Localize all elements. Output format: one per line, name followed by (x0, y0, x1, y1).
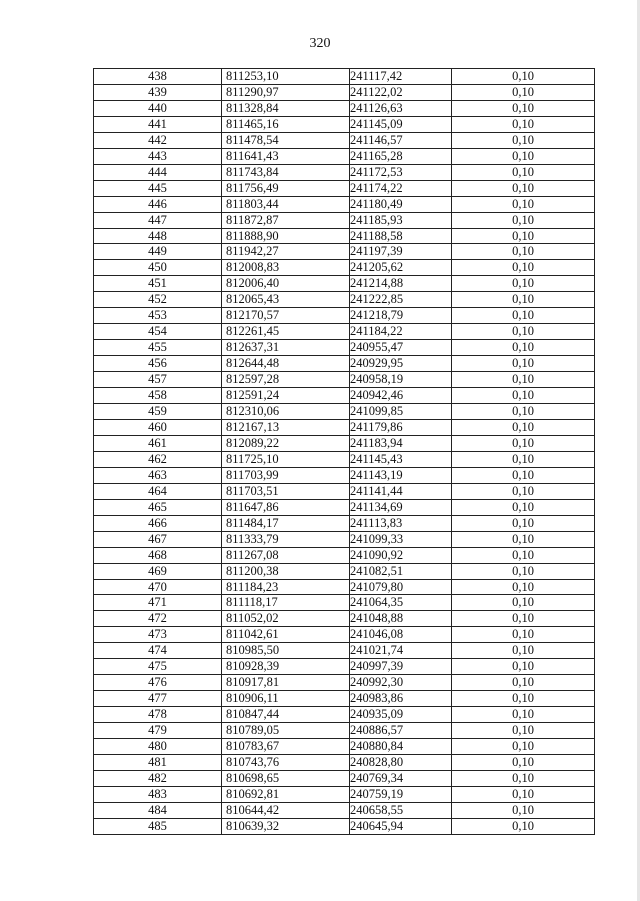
accuracy-cell: 0,10 (452, 292, 595, 308)
table-row (94, 707, 595, 723)
x-coordinate-cell: 812008,83 (222, 260, 350, 276)
x-coordinate-cell: 811042,61 (222, 627, 350, 643)
y-coordinate-cell: 241218,79 (350, 308, 452, 324)
accuracy-cell: 0,10 (452, 723, 595, 739)
point-number-cell: 473 (94, 627, 222, 643)
table-row (94, 356, 595, 372)
x-coordinate-cell: 812006,40 (222, 276, 350, 292)
accuracy-cell: 0,10 (452, 739, 595, 755)
accuracy-cell: 0,10 (452, 324, 595, 340)
table-row (94, 404, 595, 420)
x-coordinate-cell: 811484,17 (222, 515, 350, 531)
y-coordinate-cell: 241172,53 (350, 164, 452, 180)
accuracy-cell: 0,10 (452, 100, 595, 116)
table-row (94, 515, 595, 531)
point-number-cell: 459 (94, 404, 222, 420)
accuracy-cell: 0,10 (452, 435, 595, 451)
table-row (94, 116, 595, 132)
point-number-cell: 456 (94, 356, 222, 372)
x-coordinate-cell: 811052,02 (222, 611, 350, 627)
table-row (94, 675, 595, 691)
accuracy-cell: 0,10 (452, 308, 595, 324)
point-number-cell: 460 (94, 419, 222, 435)
point-number-cell: 484 (94, 802, 222, 818)
accuracy-cell: 0,10 (452, 451, 595, 467)
accuracy-cell: 0,10 (452, 483, 595, 499)
y-coordinate-cell: 241197,39 (350, 244, 452, 260)
table-row (94, 100, 595, 116)
point-number-cell: 451 (94, 276, 222, 292)
point-number-cell: 447 (94, 212, 222, 228)
table-row (94, 69, 595, 85)
accuracy-cell: 0,10 (452, 563, 595, 579)
accuracy-cell: 0,10 (452, 691, 595, 707)
table-row (94, 228, 595, 244)
table-row (94, 754, 595, 770)
table-row (94, 244, 595, 260)
y-coordinate-cell: 240958,19 (350, 372, 452, 388)
table-row (94, 483, 595, 499)
point-number-cell: 462 (94, 451, 222, 467)
table-row (94, 308, 595, 324)
accuracy-cell: 0,10 (452, 611, 595, 627)
x-coordinate-cell: 811478,54 (222, 132, 350, 148)
point-number-cell: 469 (94, 563, 222, 579)
x-coordinate-cell: 810698,65 (222, 770, 350, 786)
point-number-cell: 470 (94, 579, 222, 595)
point-number-cell: 441 (94, 116, 222, 132)
point-number-cell: 467 (94, 531, 222, 547)
y-coordinate-cell: 240955,47 (350, 340, 452, 356)
x-coordinate-cell: 810639,32 (222, 818, 350, 834)
y-coordinate-cell: 241113,83 (350, 515, 452, 531)
x-coordinate-cell: 810906,11 (222, 691, 350, 707)
accuracy-cell: 0,10 (452, 404, 595, 420)
point-number-cell: 449 (94, 244, 222, 260)
x-coordinate-cell: 811743,84 (222, 164, 350, 180)
point-number-cell: 440 (94, 100, 222, 116)
y-coordinate-cell: 240759,19 (350, 786, 452, 802)
y-coordinate-cell: 241126,63 (350, 100, 452, 116)
point-number-cell: 445 (94, 180, 222, 196)
accuracy-cell: 0,10 (452, 770, 595, 786)
y-coordinate-cell: 240658,55 (350, 802, 452, 818)
x-coordinate-cell: 811647,86 (222, 499, 350, 515)
x-coordinate-cell: 812644,48 (222, 356, 350, 372)
y-coordinate-cell: 240886,57 (350, 723, 452, 739)
x-coordinate-cell: 811725,10 (222, 451, 350, 467)
y-coordinate-cell: 241205,62 (350, 260, 452, 276)
table-row (94, 260, 595, 276)
point-number-cell: 461 (94, 435, 222, 451)
point-number-cell: 443 (94, 148, 222, 164)
point-number-cell: 479 (94, 723, 222, 739)
y-coordinate-cell: 241145,43 (350, 451, 452, 467)
y-coordinate-cell: 241214,88 (350, 276, 452, 292)
point-number-cell: 471 (94, 595, 222, 611)
accuracy-cell: 0,10 (452, 754, 595, 770)
y-coordinate-cell: 241122,02 (350, 84, 452, 100)
table-row (94, 659, 595, 675)
x-coordinate-cell: 810917,81 (222, 675, 350, 691)
y-coordinate-cell: 241079,80 (350, 579, 452, 595)
table-row (94, 276, 595, 292)
table-row (94, 723, 595, 739)
accuracy-cell: 0,10 (452, 419, 595, 435)
accuracy-cell: 0,10 (452, 707, 595, 723)
table-row (94, 451, 595, 467)
accuracy-cell: 0,10 (452, 675, 595, 691)
y-coordinate-cell: 241046,08 (350, 627, 452, 643)
x-coordinate-cell: 811872,87 (222, 212, 350, 228)
point-number-cell: 476 (94, 675, 222, 691)
x-coordinate-cell: 810928,39 (222, 659, 350, 675)
table-row (94, 292, 595, 308)
accuracy-cell: 0,10 (452, 547, 595, 563)
accuracy-cell: 0,10 (452, 340, 595, 356)
y-coordinate-cell: 240929,95 (350, 356, 452, 372)
table-row (94, 595, 595, 611)
x-coordinate-cell: 810985,50 (222, 643, 350, 659)
accuracy-cell: 0,10 (452, 659, 595, 675)
accuracy-cell: 0,10 (452, 116, 595, 132)
y-coordinate-cell: 241082,51 (350, 563, 452, 579)
point-number-cell: 483 (94, 786, 222, 802)
x-coordinate-cell: 812637,31 (222, 340, 350, 356)
x-coordinate-cell: 812089,22 (222, 435, 350, 451)
table-row (94, 563, 595, 579)
y-coordinate-cell: 241117,42 (350, 69, 452, 85)
point-number-cell: 446 (94, 196, 222, 212)
y-coordinate-cell: 241048,88 (350, 611, 452, 627)
y-coordinate-cell: 241183,94 (350, 435, 452, 451)
accuracy-cell: 0,10 (452, 228, 595, 244)
point-number-cell: 478 (94, 707, 222, 723)
point-number-cell: 448 (94, 228, 222, 244)
accuracy-cell: 0,10 (452, 643, 595, 659)
point-number-cell: 463 (94, 467, 222, 483)
table-row (94, 435, 595, 451)
x-coordinate-cell: 811200,38 (222, 563, 350, 579)
x-coordinate-cell: 811253,10 (222, 69, 350, 85)
x-coordinate-cell: 811184,23 (222, 579, 350, 595)
table-row (94, 770, 595, 786)
table-row (94, 84, 595, 100)
y-coordinate-cell: 241099,85 (350, 404, 452, 420)
y-coordinate-cell: 241099,33 (350, 531, 452, 547)
y-coordinate-cell: 240942,46 (350, 388, 452, 404)
y-coordinate-cell: 241188,58 (350, 228, 452, 244)
table-row (94, 340, 595, 356)
x-coordinate-cell: 812591,24 (222, 388, 350, 404)
accuracy-cell: 0,10 (452, 786, 595, 802)
x-coordinate-cell: 812310,06 (222, 404, 350, 420)
point-number-cell: 454 (94, 324, 222, 340)
accuracy-cell: 0,10 (452, 69, 595, 85)
table-row (94, 739, 595, 755)
table-row (94, 164, 595, 180)
y-coordinate-cell: 241146,57 (350, 132, 452, 148)
accuracy-cell: 0,10 (452, 467, 595, 483)
table-row (94, 372, 595, 388)
table-row (94, 802, 595, 818)
point-number-cell: 477 (94, 691, 222, 707)
x-coordinate-cell: 811888,90 (222, 228, 350, 244)
point-number-cell: 439 (94, 84, 222, 100)
y-coordinate-cell: 241174,22 (350, 180, 452, 196)
x-coordinate-cell: 811703,99 (222, 467, 350, 483)
y-coordinate-cell: 241180,49 (350, 196, 452, 212)
x-coordinate-cell: 812170,57 (222, 308, 350, 324)
y-coordinate-cell: 241222,85 (350, 292, 452, 308)
table-body (94, 69, 595, 835)
accuracy-cell: 0,10 (452, 818, 595, 834)
accuracy-cell: 0,10 (452, 260, 595, 276)
x-coordinate-cell: 810847,44 (222, 707, 350, 723)
y-coordinate-cell: 241021,74 (350, 643, 452, 659)
table-row (94, 212, 595, 228)
table-row (94, 531, 595, 547)
x-coordinate-cell: 810743,76 (222, 754, 350, 770)
x-coordinate-cell: 811267,08 (222, 547, 350, 563)
point-number-cell: 455 (94, 340, 222, 356)
coordinates-table (93, 68, 595, 835)
x-coordinate-cell: 812261,45 (222, 324, 350, 340)
y-coordinate-cell: 240828,80 (350, 754, 452, 770)
accuracy-cell: 0,10 (452, 180, 595, 196)
table-row (94, 196, 595, 212)
table-row (94, 419, 595, 435)
x-coordinate-cell: 812065,43 (222, 292, 350, 308)
y-coordinate-cell: 240997,39 (350, 659, 452, 675)
point-number-cell: 466 (94, 515, 222, 531)
accuracy-cell: 0,10 (452, 388, 595, 404)
point-number-cell: 485 (94, 818, 222, 834)
y-coordinate-cell: 241184,22 (350, 324, 452, 340)
x-coordinate-cell: 810692,81 (222, 786, 350, 802)
x-coordinate-cell: 811465,16 (222, 116, 350, 132)
x-coordinate-cell: 812597,28 (222, 372, 350, 388)
point-number-cell: 442 (94, 132, 222, 148)
accuracy-cell: 0,10 (452, 276, 595, 292)
table-row (94, 324, 595, 340)
accuracy-cell: 0,10 (452, 164, 595, 180)
accuracy-cell: 0,10 (452, 531, 595, 547)
x-coordinate-cell: 810644,42 (222, 802, 350, 818)
point-number-cell: 452 (94, 292, 222, 308)
point-number-cell: 480 (94, 739, 222, 755)
table-row (94, 643, 595, 659)
page-number: 320 (309, 36, 331, 51)
accuracy-cell: 0,10 (452, 802, 595, 818)
point-number-cell: 438 (94, 69, 222, 85)
accuracy-cell: 0,10 (452, 244, 595, 260)
accuracy-cell: 0,10 (452, 196, 595, 212)
table-row (94, 786, 595, 802)
point-number-cell: 444 (94, 164, 222, 180)
y-coordinate-cell: 241145,09 (350, 116, 452, 132)
table-row (94, 611, 595, 627)
table-row (94, 132, 595, 148)
y-coordinate-cell: 240880,84 (350, 739, 452, 755)
point-number-cell: 475 (94, 659, 222, 675)
x-coordinate-cell: 811118,17 (222, 595, 350, 611)
point-number-cell: 458 (94, 388, 222, 404)
point-number-cell: 482 (94, 770, 222, 786)
point-number-cell: 468 (94, 547, 222, 563)
x-coordinate-cell: 812167,13 (222, 419, 350, 435)
table-row (94, 180, 595, 196)
x-coordinate-cell: 811641,43 (222, 148, 350, 164)
accuracy-cell: 0,10 (452, 372, 595, 388)
x-coordinate-cell: 811803,44 (222, 196, 350, 212)
accuracy-cell: 0,10 (452, 579, 595, 595)
table-row (94, 691, 595, 707)
accuracy-cell: 0,10 (452, 499, 595, 515)
accuracy-cell: 0,10 (452, 595, 595, 611)
point-number-cell: 474 (94, 643, 222, 659)
x-coordinate-cell: 811333,79 (222, 531, 350, 547)
y-coordinate-cell: 241143,19 (350, 467, 452, 483)
accuracy-cell: 0,10 (452, 84, 595, 100)
point-number-cell: 464 (94, 483, 222, 499)
table-row (94, 467, 595, 483)
accuracy-cell: 0,10 (452, 148, 595, 164)
y-coordinate-cell: 241185,93 (350, 212, 452, 228)
point-number-cell: 472 (94, 611, 222, 627)
point-number-cell: 450 (94, 260, 222, 276)
y-coordinate-cell: 240935,09 (350, 707, 452, 723)
point-number-cell: 481 (94, 754, 222, 770)
point-number-cell: 465 (94, 499, 222, 515)
accuracy-cell: 0,10 (452, 132, 595, 148)
y-coordinate-cell: 241064,35 (350, 595, 452, 611)
x-coordinate-cell: 811942,27 (222, 244, 350, 260)
accuracy-cell: 0,10 (452, 212, 595, 228)
table-row (94, 818, 595, 834)
y-coordinate-cell: 241134,69 (350, 499, 452, 515)
accuracy-cell: 0,10 (452, 515, 595, 531)
table-row (94, 499, 595, 515)
y-coordinate-cell: 241141,44 (350, 483, 452, 499)
point-number-cell: 453 (94, 308, 222, 324)
x-coordinate-cell: 811703,51 (222, 483, 350, 499)
x-coordinate-cell: 810789,05 (222, 723, 350, 739)
y-coordinate-cell: 240992,30 (350, 675, 452, 691)
y-coordinate-cell: 240769,34 (350, 770, 452, 786)
x-coordinate-cell: 811756,49 (222, 180, 350, 196)
accuracy-cell: 0,10 (452, 356, 595, 372)
table-row (94, 388, 595, 404)
y-coordinate-cell: 240983,86 (350, 691, 452, 707)
y-coordinate-cell: 241090,92 (350, 547, 452, 563)
y-coordinate-cell: 241165,28 (350, 148, 452, 164)
x-coordinate-cell: 811328,84 (222, 100, 350, 116)
x-coordinate-cell: 810783,67 (222, 739, 350, 755)
point-number-cell: 457 (94, 372, 222, 388)
table-row (94, 148, 595, 164)
accuracy-cell: 0,10 (452, 627, 595, 643)
table-row (94, 627, 595, 643)
x-coordinate-cell: 811290,97 (222, 84, 350, 100)
table-row (94, 547, 595, 563)
y-coordinate-cell: 240645,94 (350, 818, 452, 834)
y-coordinate-cell: 241179,86 (350, 419, 452, 435)
table-row (94, 579, 595, 595)
